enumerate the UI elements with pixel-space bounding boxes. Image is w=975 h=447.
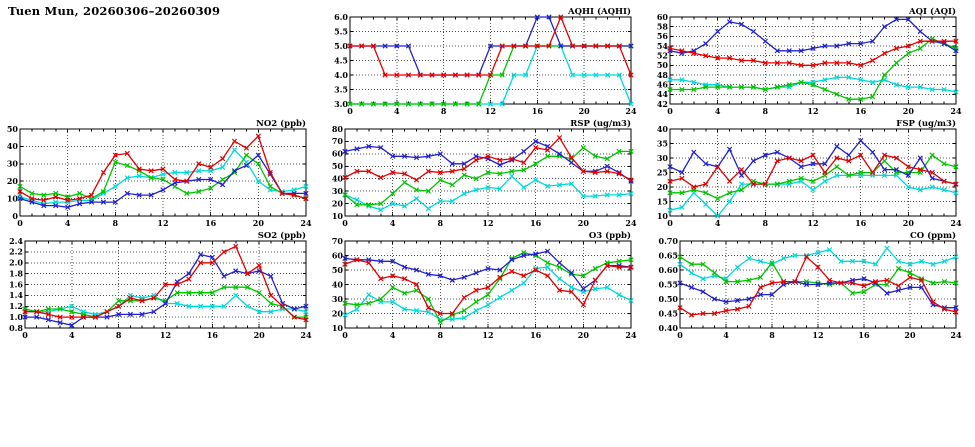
svg-text:60: 60	[331, 148, 343, 159]
svg-text:4: 4	[64, 218, 71, 228]
page-title: Tuen Mun, 20260306–20260309	[8, 4, 221, 18]
svg-text:10: 10	[656, 210, 668, 221]
svg-text:30: 30	[656, 152, 668, 163]
svg-text:30: 30	[331, 185, 343, 196]
svg-text:30: 30	[331, 293, 343, 304]
svg-text:50: 50	[656, 60, 668, 71]
svg-text:24: 24	[625, 106, 637, 116]
svg-text:0: 0	[342, 218, 348, 228]
svg-text:8: 8	[112, 218, 119, 228]
svg-text:80: 80	[331, 123, 343, 134]
svg-text:16: 16	[858, 330, 870, 340]
svg-text:8: 8	[437, 330, 444, 340]
svg-text:0.50: 0.50	[658, 293, 678, 304]
svg-text:20: 20	[904, 330, 916, 340]
svg-text:30: 30	[6, 158, 18, 169]
svg-text:0: 0	[12, 210, 18, 221]
svg-text:24: 24	[950, 106, 962, 116]
svg-text:4: 4	[723, 330, 729, 340]
svg-text:0: 0	[347, 106, 353, 116]
svg-text:24: 24	[625, 330, 637, 340]
svg-text:4.0: 4.0	[334, 69, 348, 80]
svg-text:52: 52	[656, 50, 668, 61]
svg-text:12: 12	[484, 106, 497, 116]
svg-text:12: 12	[807, 106, 819, 116]
svg-text:12: 12	[159, 330, 172, 340]
svg-text:8: 8	[437, 218, 444, 228]
svg-text:5.5: 5.5	[334, 26, 348, 37]
svg-text:20: 20	[902, 218, 914, 228]
svg-text:4.5: 4.5	[334, 55, 348, 66]
svg-text:48: 48	[656, 69, 668, 80]
svg-text:42: 42	[656, 98, 668, 109]
svg-text:12: 12	[482, 330, 494, 340]
chart-co	[654, 230, 962, 340]
svg-text:16: 16	[855, 106, 867, 116]
svg-text:0: 0	[667, 218, 673, 228]
svg-text:CO (ppm): CO (ppm)	[909, 231, 956, 241]
svg-text:20: 20	[577, 218, 589, 228]
svg-text:1.4: 1.4	[9, 290, 23, 301]
svg-text:0: 0	[677, 330, 683, 340]
svg-text:2.4: 2.4	[9, 235, 23, 246]
svg-text:35: 35	[656, 138, 668, 149]
svg-text:46: 46	[656, 79, 668, 90]
svg-text:2.0: 2.0	[9, 257, 23, 268]
svg-text:16: 16	[530, 330, 542, 340]
svg-text:70: 70	[331, 235, 343, 246]
svg-text:20: 20	[902, 106, 914, 116]
svg-text:16: 16	[531, 106, 543, 116]
svg-text:10: 10	[6, 193, 18, 204]
svg-text:24: 24	[300, 218, 312, 228]
svg-text:3.5: 3.5	[334, 84, 348, 95]
chart-fsp	[654, 118, 962, 228]
svg-text:25: 25	[656, 167, 668, 178]
svg-text:5.0: 5.0	[334, 40, 348, 51]
chart-aqi	[654, 6, 962, 116]
svg-text:4: 4	[389, 218, 396, 228]
svg-text:20: 20	[6, 176, 18, 186]
svg-text:10: 10	[331, 210, 343, 221]
svg-text:20: 20	[331, 308, 343, 319]
svg-text:16: 16	[205, 218, 217, 228]
chart-aqhi	[329, 6, 637, 116]
svg-text:1.2: 1.2	[9, 301, 23, 312]
svg-text:6.0: 6.0	[334, 11, 348, 22]
svg-text:NO2 (ppb): NO2 (ppb)	[256, 119, 306, 129]
svg-text:50: 50	[6, 123, 18, 134]
svg-text:16: 16	[206, 330, 218, 340]
svg-text:0: 0	[667, 106, 673, 116]
svg-text:40: 40	[656, 123, 668, 134]
svg-text:15: 15	[656, 196, 668, 207]
chart-o3	[329, 230, 637, 340]
svg-text:1.8: 1.8	[9, 268, 23, 279]
svg-text:4: 4	[714, 218, 721, 228]
svg-text:1.6: 1.6	[9, 279, 23, 290]
chart-no2	[4, 118, 312, 228]
svg-text:0.55: 0.55	[658, 279, 678, 290]
svg-text:40: 40	[6, 141, 18, 152]
svg-text:50: 50	[331, 264, 343, 275]
svg-text:4: 4	[69, 330, 75, 340]
chart-rsp	[329, 118, 637, 228]
svg-text:20: 20	[578, 106, 590, 116]
svg-text:0.70: 0.70	[658, 235, 678, 246]
svg-text:20: 20	[656, 181, 668, 192]
svg-text:12: 12	[812, 330, 824, 340]
svg-text:0: 0	[342, 330, 348, 340]
svg-text:0.40: 0.40	[658, 322, 678, 333]
svg-text:0: 0	[22, 330, 28, 340]
svg-text:44: 44	[656, 89, 668, 100]
svg-text:AQHI (AQHI): AQHI (AQHI)	[567, 7, 631, 17]
svg-text:20: 20	[331, 198, 343, 209]
svg-text:8: 8	[762, 106, 769, 116]
svg-text:AQI (AQI): AQI (AQI)	[909, 7, 956, 17]
svg-text:0: 0	[17, 218, 23, 228]
svg-text:8: 8	[769, 330, 775, 340]
svg-text:24: 24	[950, 218, 962, 228]
svg-text:40: 40	[331, 173, 343, 184]
svg-text:SO2 (ppb): SO2 (ppb)	[257, 231, 306, 241]
svg-text:8: 8	[440, 106, 447, 116]
svg-text:60: 60	[656, 11, 668, 22]
svg-text:4: 4	[714, 106, 721, 116]
svg-text:3.0: 3.0	[334, 98, 348, 109]
svg-text:0.60: 0.60	[658, 264, 678, 275]
svg-text:20: 20	[253, 330, 265, 340]
svg-text:24: 24	[625, 218, 637, 228]
svg-text:0.45: 0.45	[658, 308, 678, 319]
svg-text:8: 8	[115, 330, 122, 340]
svg-text:60: 60	[331, 250, 343, 261]
svg-text:70: 70	[331, 136, 343, 147]
svg-text:8: 8	[762, 218, 769, 228]
svg-text:4: 4	[394, 106, 400, 116]
svg-text:12: 12	[482, 218, 494, 228]
svg-text:40: 40	[331, 279, 343, 290]
svg-text:50: 50	[331, 161, 343, 172]
svg-text:20: 20	[577, 330, 589, 340]
svg-text:0.8: 0.8	[9, 322, 23, 333]
svg-text:16: 16	[855, 218, 867, 228]
svg-text:12: 12	[807, 218, 819, 228]
svg-text:54: 54	[656, 40, 668, 51]
svg-text:56: 56	[656, 31, 668, 42]
svg-text:24: 24	[950, 330, 962, 340]
svg-text:58: 58	[656, 21, 668, 32]
svg-text:RSP (ug/m3): RSP (ug/m3)	[570, 119, 631, 129]
svg-text:16: 16	[530, 218, 542, 228]
svg-text:12: 12	[157, 218, 169, 228]
svg-text:10: 10	[331, 322, 343, 333]
svg-text:4: 4	[389, 330, 396, 340]
svg-text:1.0: 1.0	[9, 311, 23, 322]
svg-text:O3 (ppb): O3 (ppb)	[588, 231, 631, 241]
svg-text:24: 24	[300, 330, 312, 340]
svg-text:2.2: 2.2	[9, 246, 23, 257]
svg-text:20: 20	[252, 218, 264, 228]
svg-text:0.65: 0.65	[658, 250, 678, 261]
svg-text:FSP (ug/m3): FSP (ug/m3)	[896, 119, 956, 129]
chart-so2	[4, 230, 312, 340]
